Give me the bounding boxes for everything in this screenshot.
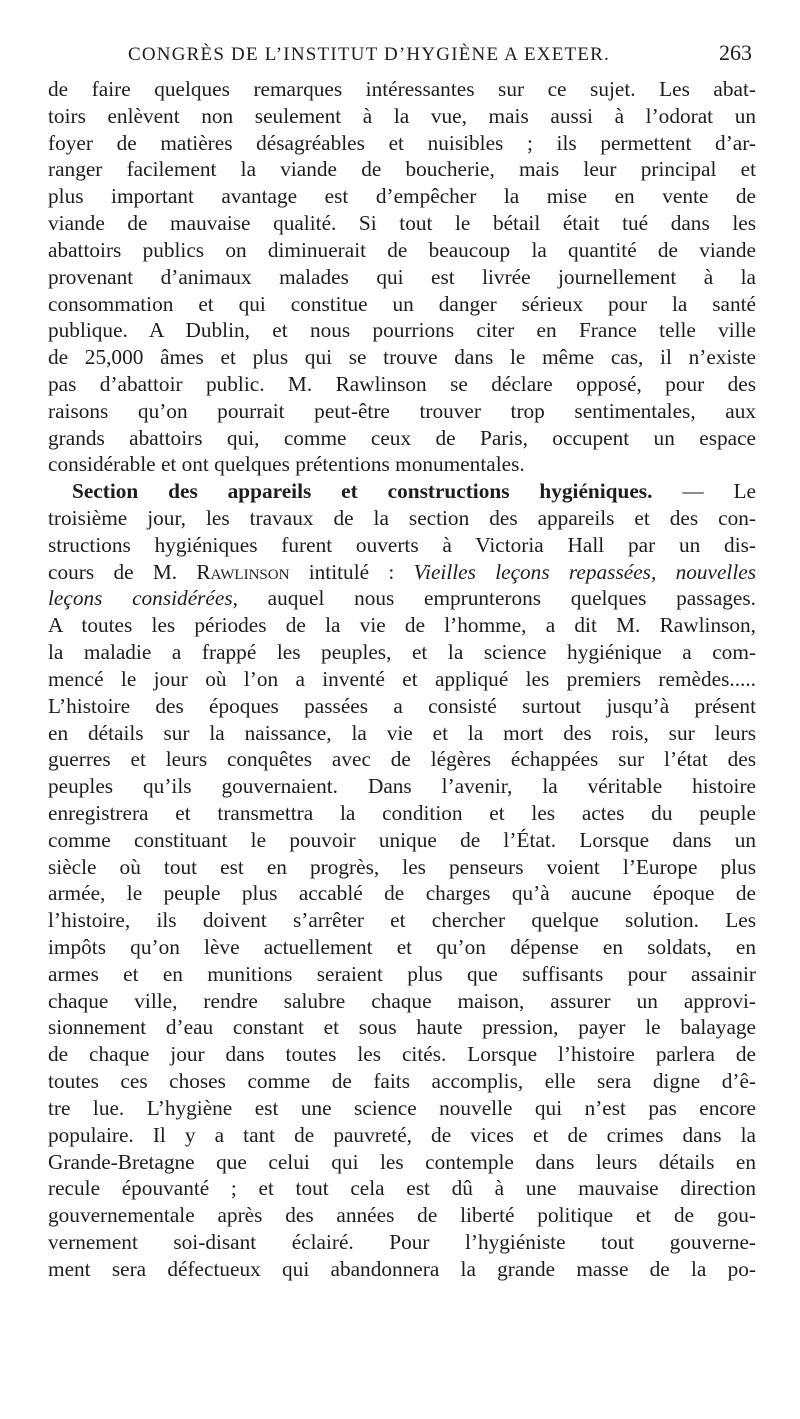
text-line: impôts qu’on lève actuellement et qu’on dépense en soldats, en [48, 935, 756, 959]
text-line: de faire quelques remarques intéressantes sur ce sujet. Les abat- [48, 77, 756, 101]
text-line: leçons considérées, auquel nous emprunterons quelques passages. [48, 586, 756, 611]
text-line: gouvernementale après des années de liberté politique et de gou- [48, 1203, 756, 1228]
lecture-title-continued: leçons considérées, [48, 586, 238, 611]
text-line: l’histoire, ils doivent s’arrêter et chercher quelque solution. Les [48, 908, 756, 933]
running-header [48, 36, 756, 76]
text-line: plus important avantage est d’empêcher la mise en vente de [48, 184, 756, 209]
text-line: provenant d’animaux malades qui est livrée journellement à la [48, 264, 756, 289]
text-line: mencé le jour où l’on a inventé et appliqué les premiers remèdes..... [48, 666, 756, 691]
text-line: de 25,000 âmes et plus qui se trouve dans le même cas, il n’existe [48, 345, 756, 370]
body-text [48, 76, 756, 1283]
text-line: toutes ces choses comme de faits accomplis, elle sera digne d’ê- [48, 1069, 756, 1094]
text-line: A toutes les périodes de la vie de l’homme, a dit M. Rawlinson, [48, 613, 756, 638]
text-line: publique. A Dublin, et nous pourrions citer en France telle ville [48, 318, 756, 343]
text-line: consommation et qui constitue un danger sérieux pour la santé [48, 291, 756, 316]
text-line: enregistrera et transmettra la condition et les actes du peuple [48, 800, 756, 825]
text-line: abattoirs publics on diminuerait de beaucoup la quantité de viande [48, 237, 756, 262]
text-line: recule épouvanté ; et tout cela est dû à une mauvaise direction [48, 1176, 756, 1201]
text-line: la maladie a frappé les peuples, et la science hygiénique a com- [48, 640, 756, 665]
text-line: populaire. Il y a tant de pauvreté, de vices et de crimes dans la [48, 1122, 756, 1147]
page-number: 263 [719, 40, 752, 65]
text-line: raisons qu’on pourrait peut-être trouver trop sentimentales, aux [48, 398, 756, 423]
text-line: toirs enlèvent non seulement à la vue, mais aussi à l’odorat un [48, 103, 756, 128]
text-line: armée, le peuple plus accablé de charges qu’à aucune époque de [48, 881, 756, 906]
text-line: sionnement d’eau constant et sous haute pression, payer le balayage [48, 1015, 756, 1040]
text-line: armes et en munitions seraient plus que suffisants pour assainir [48, 961, 756, 986]
paragraph-end-line: considérable et ont quelques prétentions monumentales. [48, 452, 525, 477]
text-line: pas d’abattoir public. M. Rawlinson se déclare opposé, pour des [48, 371, 756, 396]
text-line: comme constituant le pouvoir unique de l’État. Lorsque dans un [48, 827, 756, 852]
text-line: vernement soi-disant éclairé. Pour l’hygiéniste tout gouverne- [48, 1229, 756, 1254]
text-line: guerres et leurs conquêtes avec de légères échappées sur l’état des [48, 747, 756, 772]
text-line: foyer de matières désagréables et nuisibles ; ils permettent d’ar- [48, 130, 756, 155]
text-line: Grande-Bretagne que celui qui les contemple dans leurs détails en [48, 1149, 756, 1174]
section-heading: Section des appareils et constructions hygiéniques. [72, 479, 653, 504]
text-line: ment sera défectueux qui abandonnera la grande masse de la po- [48, 1256, 756, 1281]
text-line: chaque ville, rendre salubre chaque maison, assurer un approvi- [48, 988, 756, 1013]
text-line: de chaque jour dans toutes les cités. Lorsque l’histoire parlera de [48, 1042, 756, 1067]
text-line: grands abattoirs qui, comme ceux de Paris, occupent un espace [48, 425, 756, 450]
text-line: tre lue. L’hygiène est une science nouvelle qui n’est pas encore [48, 1095, 756, 1120]
running-title: CONGRÈS DE L’INSTITUT D’HYGIÈNE A EXETER. [128, 44, 610, 65]
text-line: structions hygiéniques furent ouverts à Victoria Hall par un dis- [48, 532, 756, 557]
text-line: cours de M. Rawlinson intitulé : Vieilles leçons repassées, nouvelles [48, 559, 756, 584]
lecture-title: Vieilles leçons repassées, nouvelles [413, 559, 756, 584]
text-line: L’histoire des époques passées a consisté surtout jusqu’à présent [48, 693, 756, 718]
text-line: troisième jour, les travaux de la section des appareils et des con- [48, 506, 756, 530]
text-line: ranger facilement la viande de boucherie, mais leur principal et [48, 157, 756, 182]
text-line: en détails sur la naissance, la vie et la mort des rois, sur leurs [48, 720, 756, 745]
text-line: peuples qu’ils gouvernaient. Dans l’avenir, la véritable histoire [48, 774, 756, 799]
section-heading-line: Section des appareils et constructions hygiéniques. — Le [72, 479, 756, 504]
text-line: siècle où tout est en progrès, les penseurs voient l’Europe plus [48, 854, 756, 879]
book-page [48, 36, 756, 1283]
text-line: viande de mauvaise qualité. Si tout le bétail était tué dans les [48, 211, 756, 236]
author-name: Rawlinson [196, 559, 290, 584]
